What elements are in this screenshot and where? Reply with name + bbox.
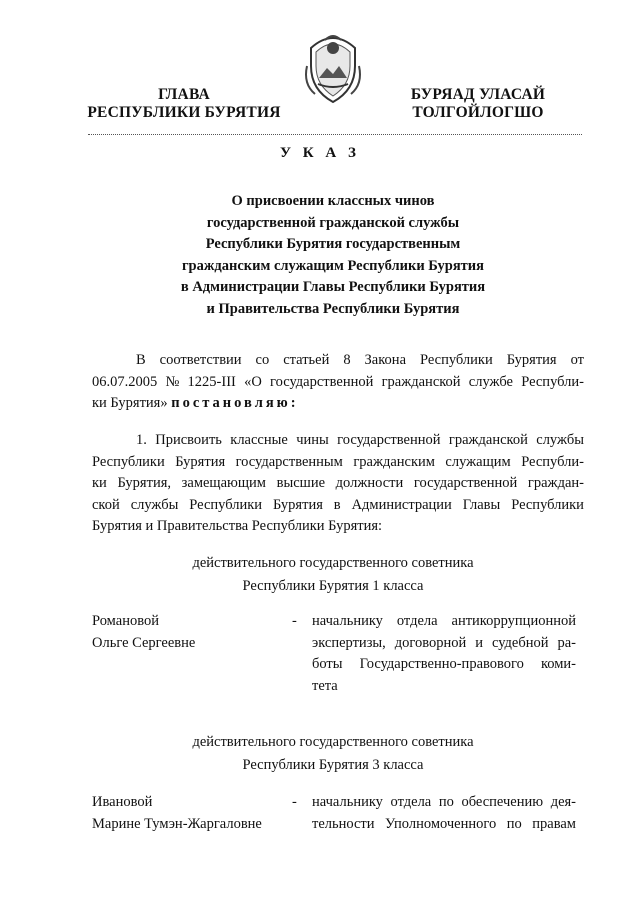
word: Бурятия	[506, 352, 557, 368]
appointee-name	[92, 792, 292, 835]
word: замещающим	[181, 475, 266, 491]
paragraph-line	[92, 495, 584, 517]
word: 1.	[136, 432, 147, 448]
word: отдела	[390, 794, 432, 810]
word: договорной	[394, 634, 467, 651]
word: коми-	[540, 656, 576, 672]
appointee-position	[312, 611, 576, 697]
paragraph-line	[92, 350, 584, 372]
word: государственной	[270, 373, 374, 390]
word: соответствии	[159, 352, 242, 368]
paragraph-text: ки Бурятия»	[92, 395, 172, 411]
word: Администрации	[351, 496, 452, 513]
word: государственной	[413, 475, 518, 491]
issuer-title-russian	[84, 86, 284, 122]
appointee-given-names: Ольге Сергеевне	[92, 634, 196, 651]
word: Главы	[462, 496, 501, 513]
preamble-paragraph	[92, 350, 584, 415]
word: 1225-III	[187, 373, 236, 390]
word: по	[438, 794, 454, 810]
word: должности	[335, 475, 404, 491]
position-line	[312, 792, 576, 814]
entry-dash: -	[292, 613, 297, 629]
word: Бурятия	[272, 496, 323, 513]
word: 06.07.2005	[92, 373, 158, 390]
item-1-paragraph	[92, 430, 584, 538]
word: ки	[92, 475, 107, 491]
word: Присвоить	[155, 432, 222, 448]
word: гражданской	[448, 432, 528, 448]
word: гражданской	[381, 373, 461, 390]
word: государственным	[235, 453, 343, 470]
word: от	[570, 352, 584, 368]
word: Закона	[364, 352, 407, 368]
word: со	[255, 352, 270, 368]
word: Бурятия	[175, 453, 226, 470]
word: Республики	[189, 496, 263, 513]
resolution-keyword: постановляю	[171, 395, 291, 411]
word: дея-	[550, 794, 576, 810]
subject-line: в Администрации Главы Республики Бурятия	[180, 279, 486, 295]
appointee-surname: Романовой	[92, 613, 159, 629]
word: службы	[536, 432, 584, 448]
subject-line: гражданским служащим Республики Бурятия	[181, 257, 485, 274]
word: гражданским	[353, 453, 435, 470]
word: Республи-	[521, 453, 584, 470]
appointee-position	[312, 792, 576, 835]
class-rank-heading	[120, 731, 546, 777]
word: начальнику	[312, 613, 383, 629]
word: службы	[130, 496, 179, 513]
word: В	[136, 352, 146, 368]
word: высшие	[276, 475, 326, 491]
word: ской	[92, 496, 120, 513]
class-rank-heading	[120, 552, 546, 598]
paragraph-line	[92, 430, 584, 452]
word: Бурятия,	[117, 475, 171, 491]
subject-line: О присвоении классных чинов	[231, 193, 435, 209]
word: Государственно-правового	[359, 656, 524, 672]
issuer-title-line: БУРЯАД УЛАСАЙ	[410, 86, 546, 103]
word: ра-	[557, 634, 576, 651]
document-type-title: У К А З	[280, 145, 360, 161]
issuer-title-line: РЕСПУБЛИКИ БУРЯТИЯ	[87, 104, 281, 121]
position-line	[312, 654, 576, 676]
word: по	[506, 815, 522, 832]
word: Уполномоченного	[385, 815, 497, 832]
word: служащим	[445, 453, 511, 470]
paragraph-line	[92, 473, 584, 495]
appointee-surname: Ивановой	[92, 794, 153, 810]
word: обеспечению	[461, 794, 544, 810]
subject-line: Республики Бурятия государственным	[205, 236, 461, 252]
subject-line: государственной гражданской службы	[206, 214, 460, 231]
position-line	[312, 611, 576, 633]
rank-line: Республики Бурятия 3 класса	[242, 757, 424, 773]
word: экспертизы,	[312, 634, 386, 651]
issuer-title-line: ТОЛГОЙЛОГШО	[412, 104, 544, 121]
issuer-title-line: ГЛАВА	[158, 86, 210, 103]
word: боты	[312, 656, 343, 672]
word: службе	[468, 373, 513, 390]
word: Республики	[511, 496, 584, 513]
word: статьей	[283, 352, 330, 368]
word: №	[165, 373, 180, 390]
paragraph-line: Бурятия и Правительства Республики Бурятия:	[92, 518, 383, 534]
word: Республики	[419, 352, 493, 368]
entry-dash: -	[292, 794, 297, 810]
word: судебной	[491, 634, 549, 651]
appointee-name	[92, 611, 292, 654]
word: Республики	[92, 453, 165, 470]
position-line: тета	[312, 677, 338, 694]
word: Республи-	[521, 373, 584, 390]
rank-line: Республики Бурятия 1 класса	[242, 578, 424, 594]
word: граждан-	[527, 475, 584, 491]
word: и	[475, 634, 483, 651]
paragraph-line	[92, 372, 584, 394]
word: правам	[532, 815, 576, 832]
word: тельности	[312, 815, 375, 832]
word: в	[333, 496, 341, 513]
word: «О	[244, 373, 262, 390]
appointee-given-names: Марине Тумэн-Жаргаловне	[92, 815, 262, 832]
decree-subject	[120, 191, 546, 320]
republic-coat-of-arms-icon	[301, 26, 365, 106]
word: чины	[296, 432, 329, 448]
paragraph-line	[92, 452, 584, 474]
subject-line: и Правительства Республики Бурятия	[206, 300, 460, 317]
issuer-title-buryat	[378, 86, 578, 122]
position-line	[312, 814, 576, 836]
paragraph-line	[92, 393, 584, 415]
word: 8	[343, 352, 351, 368]
word: начальнику	[312, 794, 383, 810]
word: государственной	[337, 432, 441, 448]
rank-line: действительного государственного советника	[192, 555, 474, 571]
position-line	[312, 633, 576, 655]
word: отдела	[396, 613, 438, 629]
word: антикоррупционной	[451, 613, 576, 629]
header-divider	[88, 134, 582, 135]
word: классные	[230, 432, 288, 448]
rank-line: действительного государственного советника	[192, 734, 474, 750]
paragraph-text: :	[290, 395, 296, 411]
